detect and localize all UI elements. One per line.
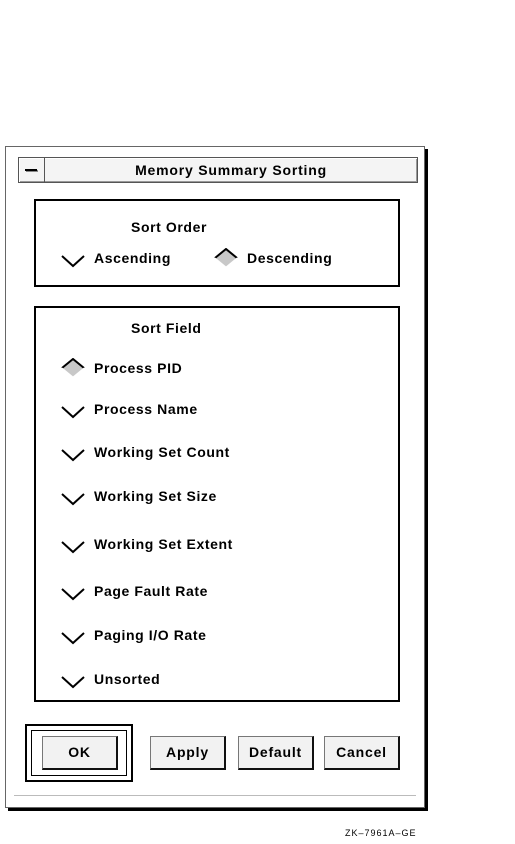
radio-label: Descending <box>247 250 333 266</box>
radio-label: Ascending <box>94 250 171 266</box>
sort-field-group <box>34 306 400 702</box>
sort-order-group <box>34 199 400 287</box>
radio-working-set-extent[interactable] <box>60 534 233 554</box>
radio-diamond-icon <box>60 399 86 419</box>
radio-label: Working Set Extent <box>94 536 233 552</box>
radio-label: Page Fault Rate <box>94 583 209 599</box>
radio-label: Process PID <box>94 360 183 376</box>
radio-diamond-icon <box>60 358 86 378</box>
radio-working-set-size[interactable] <box>60 486 217 506</box>
window-menu-icon[interactable] <box>19 158 45 182</box>
title-bar[interactable] <box>18 157 418 183</box>
sort-field-title: Sort Field <box>131 320 202 336</box>
radio-label: Process Name <box>94 401 198 417</box>
radio-diamond-icon <box>60 248 86 268</box>
apply-button[interactable]: Apply <box>150 736 226 770</box>
ok-button[interactable]: OK <box>42 736 118 770</box>
radio-label: Working Set Count <box>94 444 230 460</box>
cancel-button[interactable]: Cancel <box>324 736 400 770</box>
radio-label: Working Set Size <box>94 488 217 504</box>
radio-diamond-icon <box>60 486 86 506</box>
radio-label: Unsorted <box>94 671 161 687</box>
radio-working-set-count[interactable] <box>60 442 230 462</box>
radio-descending[interactable] <box>213 248 332 268</box>
default-button[interactable]: Default <box>238 736 314 770</box>
dialog-title: Memory Summary Sorting <box>135 162 327 178</box>
sorting-dialog <box>5 146 425 808</box>
figure-id: ZK–7961A–GE <box>345 828 417 838</box>
radio-diamond-icon <box>60 669 86 689</box>
radio-diamond-icon <box>213 248 239 268</box>
radio-process-name[interactable] <box>60 399 198 419</box>
radio-diamond-icon <box>60 581 86 601</box>
radio-diamond-icon <box>60 625 86 645</box>
radio-diamond-icon <box>60 442 86 462</box>
radio-label: Paging I/O Rate <box>94 627 207 643</box>
sort-order-title: Sort Order <box>131 219 208 235</box>
radio-paging-io-rate[interactable] <box>60 625 206 645</box>
divider <box>14 795 416 796</box>
radio-page-fault-rate[interactable] <box>60 581 208 601</box>
radio-unsorted[interactable] <box>60 669 160 689</box>
radio-ascending[interactable] <box>60 248 171 268</box>
radio-diamond-icon <box>60 534 86 554</box>
radio-process-pid[interactable] <box>60 358 182 378</box>
